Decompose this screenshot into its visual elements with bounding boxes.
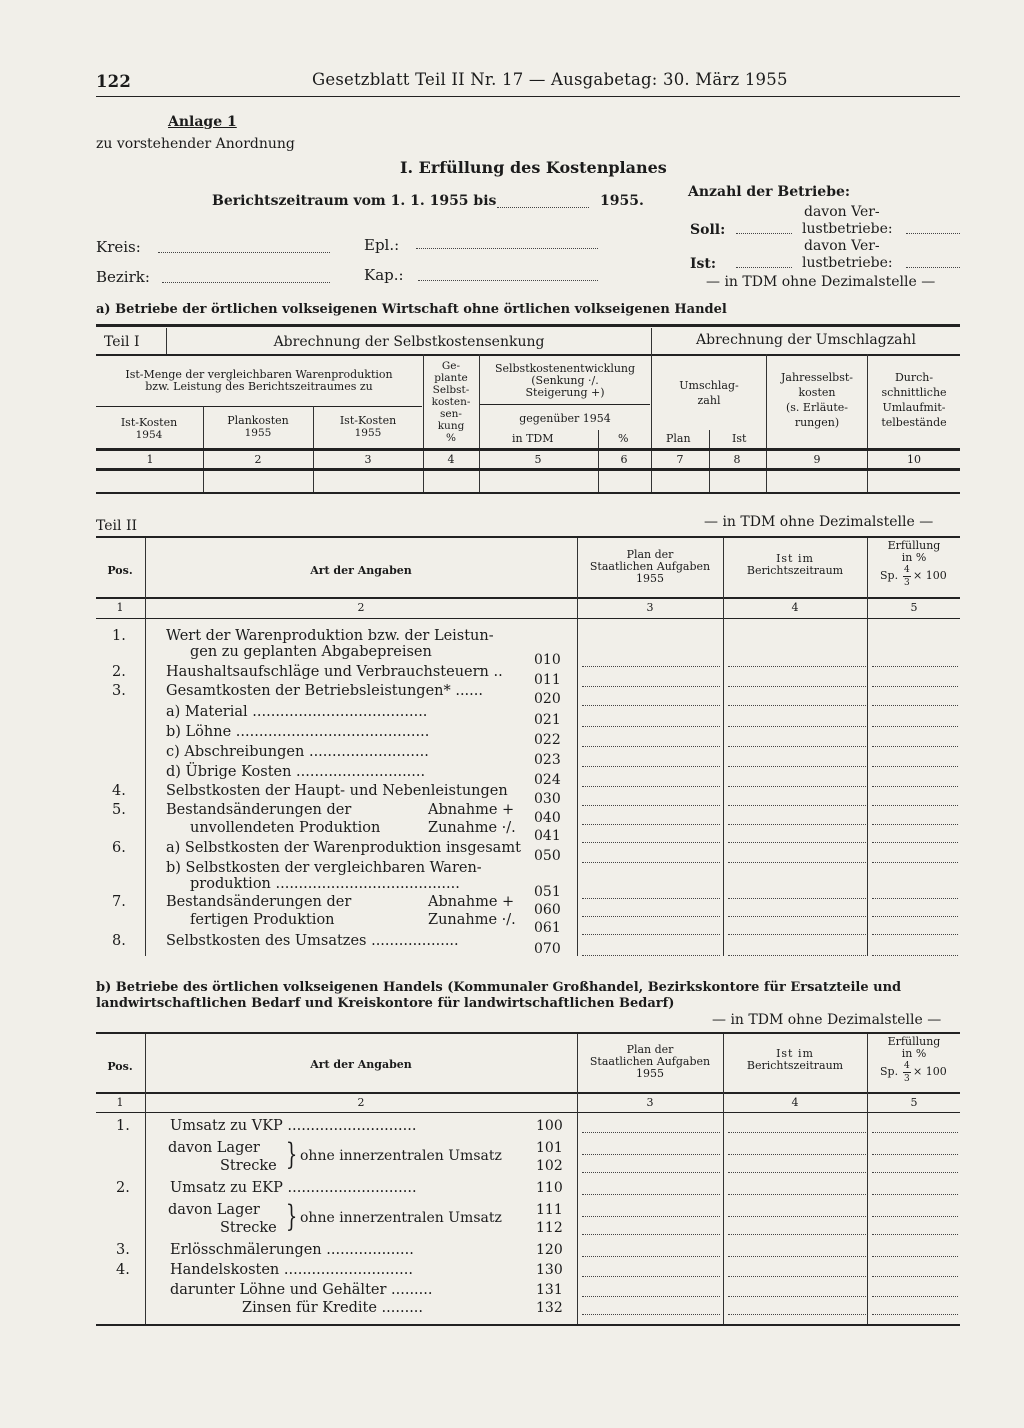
fill-line <box>872 1234 958 1235</box>
row-code: 120 <box>536 1242 563 1258</box>
header-rule <box>96 96 960 97</box>
row-pos: 2. <box>116 1180 130 1196</box>
teil2-header-pos: Pos. <box>107 564 133 577</box>
col-number: 2 <box>357 601 365 614</box>
teil1-col-number: 4 <box>447 453 455 466</box>
row-code: 020 <box>534 691 561 707</box>
plankosten-b: 1955 <box>244 427 272 439</box>
teil1-col-number: 3 <box>364 453 372 466</box>
teil1-col-number: 10 <box>907 453 921 466</box>
row-text: Strecke <box>220 1158 277 1174</box>
row-text: davon Lager <box>168 1140 260 1156</box>
ist-blank <box>736 267 792 268</box>
row-code: 112 <box>536 1220 563 1236</box>
fill-line <box>728 686 866 687</box>
row-code: 131 <box>536 1282 563 1298</box>
teil1-col-number: 1 <box>146 453 154 466</box>
teil1-col-number: 5 <box>534 453 542 466</box>
b-header-ist: Ist im Berichtszeitraum <box>746 1047 844 1072</box>
fill-line <box>582 1276 720 1277</box>
row-text: Umsatz zu EKP ............................ <box>170 1180 417 1196</box>
fill-line <box>728 746 866 747</box>
row-text: Bestandsänderungen der <box>166 802 352 818</box>
row-text: gen zu geplanten Abgabepreisen <box>190 644 432 660</box>
fill-line <box>728 805 866 806</box>
row-code: 132 <box>536 1300 563 1316</box>
section-title: I. Erfüllung des Kostenplanes <box>400 158 667 177</box>
row-pos: 7. <box>112 894 126 910</box>
row-text: unvollendeten Produktion <box>190 820 381 836</box>
row-text: a) Selbstkosten der Warenproduktion insgesamt <box>166 840 521 856</box>
row-text: Handelskosten ............................ <box>170 1262 413 1278</box>
soll-blank <box>736 233 792 234</box>
row-code: 050 <box>534 848 561 864</box>
col-number: 3 <box>646 601 654 614</box>
section-a-title: a) Betriebe der örtlichen volkseigenen Wirtschaft ohne örtlichen volkseigenen Handel <box>96 302 727 317</box>
fill-line <box>872 934 958 935</box>
report-period-suffix: 1955. <box>600 193 644 209</box>
entwicklung-tdm: in TDM <box>512 432 554 445</box>
ist-kosten-1954-b: 1954 <box>135 429 163 441</box>
row-text: Erlösschmälerungen ................... <box>170 1242 414 1258</box>
fill-line <box>872 686 958 687</box>
b-header-art: Art der Angaben <box>310 1058 412 1071</box>
teil1-col-number: 7 <box>676 453 684 466</box>
fill-line <box>582 1154 720 1155</box>
fill-line <box>872 898 958 899</box>
fill-line <box>582 786 720 787</box>
abrechnung-selbstkosten-header: Abrechnung der Selbstkostensenkung <box>273 334 545 350</box>
entwicklung-header: Selbstkostenentwicklung (Senkung ·/. Steigerung +) <box>494 362 636 399</box>
row-text2: Abnahme + <box>428 802 515 818</box>
fill-line <box>872 1296 958 1297</box>
row-code: 070 <box>534 941 561 957</box>
fill-line <box>728 824 866 825</box>
row-text: Selbstkosten der Haupt- und Nebenleistungen <box>166 783 508 799</box>
col-number: 4 <box>791 601 799 614</box>
page-header-title: Gesetzblatt Teil II Nr. 17 — Ausgabetag: 30. März 1955 <box>312 70 788 89</box>
fill-line <box>582 916 720 917</box>
teil1-col-number: 9 <box>813 453 821 466</box>
row-pos: 3. <box>116 1242 130 1258</box>
row-pos: 6. <box>112 840 126 856</box>
fill-line <box>728 1314 866 1315</box>
abrechnung-umschlag-header: Abrechnung der Umschlagzahl <box>696 332 916 348</box>
row-code: 130 <box>536 1262 563 1278</box>
teil2-header-art: Art der Angaben <box>310 564 412 577</box>
teil2-header-ist: Ist im Berichtszeitraum <box>746 552 844 577</box>
betriebe-davon1b: lustbetriebe: <box>802 221 893 237</box>
fill-line <box>582 1172 720 1173</box>
fill-line <box>872 805 958 806</box>
jahresselbstkosten-header: Jahresselbst- kosten (s. Erläute- rungen) <box>781 371 853 429</box>
fill-line <box>728 1194 866 1195</box>
b-header-pos: Pos. <box>107 1060 133 1073</box>
anlage-subtitle: zu vorstehender Anordnung <box>96 136 295 152</box>
fill-line <box>728 1276 866 1277</box>
row-code: 051 <box>534 884 561 900</box>
row-code: 024 <box>534 772 561 788</box>
fill-line <box>582 862 720 863</box>
fill-line <box>582 726 720 727</box>
fill-line <box>728 1234 866 1235</box>
row-pos: 2. <box>112 664 126 680</box>
entwicklung-gegenueber: gegenüber 1954 <box>519 412 611 425</box>
row-code: 100 <box>536 1118 563 1134</box>
fill-line <box>728 1296 866 1297</box>
row-pos: 1. <box>116 1118 130 1134</box>
b-header-erfuellung: Erfüllung in % Sp. 4 3 × 100 <box>880 1035 947 1084</box>
fill-line <box>582 1216 720 1217</box>
row-pos: 8. <box>112 933 126 949</box>
fill-line <box>872 1132 958 1133</box>
row-text: b) Selbstkosten der vergleichbaren Waren- <box>166 860 482 876</box>
row-text: Zinsen für Kredite ......... <box>242 1300 424 1316</box>
entwicklung-pct: % <box>618 432 629 445</box>
fill-line <box>872 842 958 843</box>
fill-line <box>728 1132 866 1133</box>
fill-line <box>582 1296 720 1297</box>
row-code: 021 <box>534 712 561 728</box>
fill-line <box>728 1216 866 1217</box>
betriebe-soll-label: Soll: <box>690 222 726 238</box>
fill-line <box>872 1154 958 1155</box>
fill-line <box>728 1172 866 1173</box>
umschlag-plan: Plan <box>666 432 691 445</box>
fill-line <box>728 766 866 767</box>
row-text: d) Übrige Kosten ............................ <box>166 764 426 780</box>
bracket-1: } <box>285 1137 298 1172</box>
bezirk-blank <box>162 282 330 283</box>
ist-menge-line1: Ist-Menge der vergleichbaren Warenproduktion <box>125 368 393 381</box>
fill-line <box>728 705 866 706</box>
row-code: 023 <box>534 752 561 768</box>
col-number: 5 <box>910 601 918 614</box>
fill-line <box>872 1276 958 1277</box>
fill-line <box>582 805 720 806</box>
bracket-2: } <box>285 1199 298 1234</box>
fill-line <box>872 746 958 747</box>
row-text2: Abnahme + <box>428 894 515 910</box>
fill-line <box>582 666 720 667</box>
fill-line <box>872 1314 958 1315</box>
fill-line <box>728 916 866 917</box>
row-text: Selbstkosten des Umsatzes ................... <box>166 933 459 949</box>
b-header-plan: Plan der Staatlichen Aufgaben 1955 <box>589 1043 711 1080</box>
fill-line <box>872 766 958 767</box>
fill-line <box>582 705 720 706</box>
row-code: 101 <box>536 1140 563 1156</box>
umschlag-ist: Ist <box>732 432 747 445</box>
row-pos: 4. <box>112 783 126 799</box>
fill-line <box>728 786 866 787</box>
betriebe-davon1a: davon Ver- <box>804 204 880 220</box>
fill-line <box>872 1256 958 1257</box>
anlage-title: Anlage 1 <box>168 114 237 130</box>
fill-line <box>728 1154 866 1155</box>
ist-kosten-1955-a: Ist-Kosten <box>339 414 397 427</box>
fill-line <box>872 824 958 825</box>
row-code: 111 <box>536 1202 563 1218</box>
betriebe-unit: — in TDM ohne Dezimalstelle — <box>706 274 936 290</box>
fill-line <box>728 726 866 727</box>
fill-line <box>582 746 720 747</box>
plankosten-a: Plankosten <box>227 414 289 427</box>
row-code: 022 <box>534 732 561 748</box>
kap-blank <box>418 280 598 281</box>
fill-line <box>872 786 958 787</box>
betriebe-davon2b: lustbetriebe: <box>802 255 893 271</box>
col-number: 3 <box>646 1096 654 1109</box>
fill-line <box>872 705 958 706</box>
col-number: 5 <box>910 1096 918 1109</box>
fill-line <box>582 824 720 825</box>
section-b-unit: — in TDM ohne Dezimalstelle — <box>712 1012 942 1028</box>
betriebe-ist-label: Ist: <box>690 256 717 272</box>
teil1-col-number: 8 <box>733 453 741 466</box>
row-code: 102 <box>536 1158 563 1174</box>
row-code: 110 <box>536 1180 563 1196</box>
ist-kosten-1955-b: 1955 <box>354 427 382 439</box>
teil2-header-erfuellung: Erfüllung in % Sp. 4 3 × 100 <box>880 539 947 588</box>
fill-line <box>872 726 958 727</box>
fill-line <box>728 1256 866 1257</box>
report-period-blank <box>497 207 589 208</box>
fill-line <box>728 898 866 899</box>
fill-line <box>872 916 958 917</box>
teil2-header-plan: Plan der Staatlichen Aufgaben 1955 <box>589 548 711 585</box>
fill-line <box>872 666 958 667</box>
fill-line <box>582 934 720 935</box>
col-number: 1 <box>116 601 124 614</box>
row-text: a) Material ...................................... <box>166 704 428 720</box>
teil1-col-number: 6 <box>620 453 628 466</box>
row-text: davon Lager <box>168 1202 260 1218</box>
fill-line <box>582 686 720 687</box>
row-text: Wert der Warenproduktion bzw. der Leistun- <box>166 628 494 644</box>
ist-menge-line2: bzw. Leistung des Berichtszeitraumes zu <box>145 380 373 393</box>
teil1-label: Teil I <box>104 334 140 350</box>
col-number: 1 <box>116 1096 124 1109</box>
row-text: Strecke <box>220 1220 277 1236</box>
fill-line <box>582 1132 720 1133</box>
row-code: 040 <box>534 810 561 826</box>
kap-label: Kap.: <box>364 266 404 284</box>
fill-line <box>872 862 958 863</box>
row-text: produktion ........................................ <box>190 876 460 892</box>
row-text: darunter Löhne und Gehälter ......... <box>170 1282 433 1298</box>
teil1-col-number: 2 <box>254 453 262 466</box>
report-period-prefix: Berichtszeitraum vom 1. 1. 1955 bis <box>212 193 497 209</box>
fill-line <box>582 955 720 956</box>
bracket-text-2: ohne innerzentralen Umsatz <box>300 1210 502 1226</box>
section-b-title-line1: b) Betriebe des örtlichen volkseigenen Handels (Kommunaler Großhandel, Bezirkskontore für Ersatzteile und <box>96 980 902 995</box>
betriebe-davon2a: davon Ver- <box>804 238 880 254</box>
fill-line <box>582 1314 720 1315</box>
fill-line <box>582 1234 720 1235</box>
row-text: b) Löhne .......................................... <box>166 724 430 740</box>
row-code: 061 <box>534 920 561 936</box>
ist-verlust-blank <box>906 267 960 268</box>
fill-line <box>872 955 958 956</box>
fill-line <box>872 1194 958 1195</box>
fill-line <box>582 842 720 843</box>
kreis-label: Kreis: <box>96 238 141 256</box>
section-b-title-line2: landwirtschaftlichen Bedarf und Kreiskontore für landwirtschaftlichen Bedarf) <box>96 996 675 1011</box>
fill-line <box>728 666 866 667</box>
row-text: Umsatz zu VKP ............................ <box>170 1118 417 1134</box>
row-code: 041 <box>534 828 561 844</box>
betriebe-title: Anzahl der Betriebe: <box>688 184 851 200</box>
row-text2: Zunahme ·/. <box>428 820 516 836</box>
epl-blank <box>416 248 598 249</box>
soll-verlust-blank <box>906 233 960 234</box>
row-text: fertigen Produktion <box>190 912 335 928</box>
fill-line <box>728 955 866 956</box>
teil1-top-rule <box>96 324 960 327</box>
row-text: Bestandsänderungen der <box>166 894 352 910</box>
fill-line <box>582 766 720 767</box>
row-text: Haushaltsaufschläge und Verbrauchsteuern .. <box>166 664 503 680</box>
col-number: 2 <box>357 1096 365 1109</box>
fill-line <box>872 1172 958 1173</box>
row-pos: 5. <box>112 802 126 818</box>
fill-line <box>582 1256 720 1257</box>
row-text2: Zunahme ·/. <box>428 912 516 928</box>
row-pos: 4. <box>116 1262 130 1278</box>
page-number: 122 <box>96 72 132 91</box>
bezirk-label: Bezirk: <box>96 268 150 286</box>
epl-label: Epl.: <box>364 236 400 254</box>
umschlagzahl-header: Umschlag- zahl <box>679 379 739 407</box>
fill-line <box>582 1194 720 1195</box>
umlaufmittel-header: Durch- schnittliche Umlaufmit- telbestände <box>881 371 947 429</box>
col-number: 4 <box>791 1096 799 1109</box>
fill-line <box>582 898 720 899</box>
row-code: 010 <box>534 652 561 668</box>
row-code: 030 <box>534 791 561 807</box>
ist-kosten-1954-a: Ist-Kosten <box>120 416 178 429</box>
geplante-header: Ge- plante Selbst- kosten- sen- kung % <box>431 360 471 444</box>
row-code: 011 <box>534 672 561 688</box>
fill-line <box>728 862 866 863</box>
row-text: c) Abschreibungen .......................... <box>166 744 429 760</box>
kreis-blank <box>158 252 330 253</box>
row-text: Gesamtkosten der Betriebsleistungen* ...... <box>166 683 483 699</box>
fill-line <box>728 842 866 843</box>
row-pos: 3. <box>112 683 126 699</box>
teil2-label: Teil II <box>96 518 138 534</box>
row-pos: 1. <box>112 628 126 644</box>
fill-line <box>728 934 866 935</box>
bracket-text-1: ohne innerzentralen Umsatz <box>300 1148 502 1164</box>
row-code: 060 <box>534 902 561 918</box>
teil2-unit: — in TDM ohne Dezimalstelle — <box>704 514 934 530</box>
fill-line <box>872 1216 958 1217</box>
